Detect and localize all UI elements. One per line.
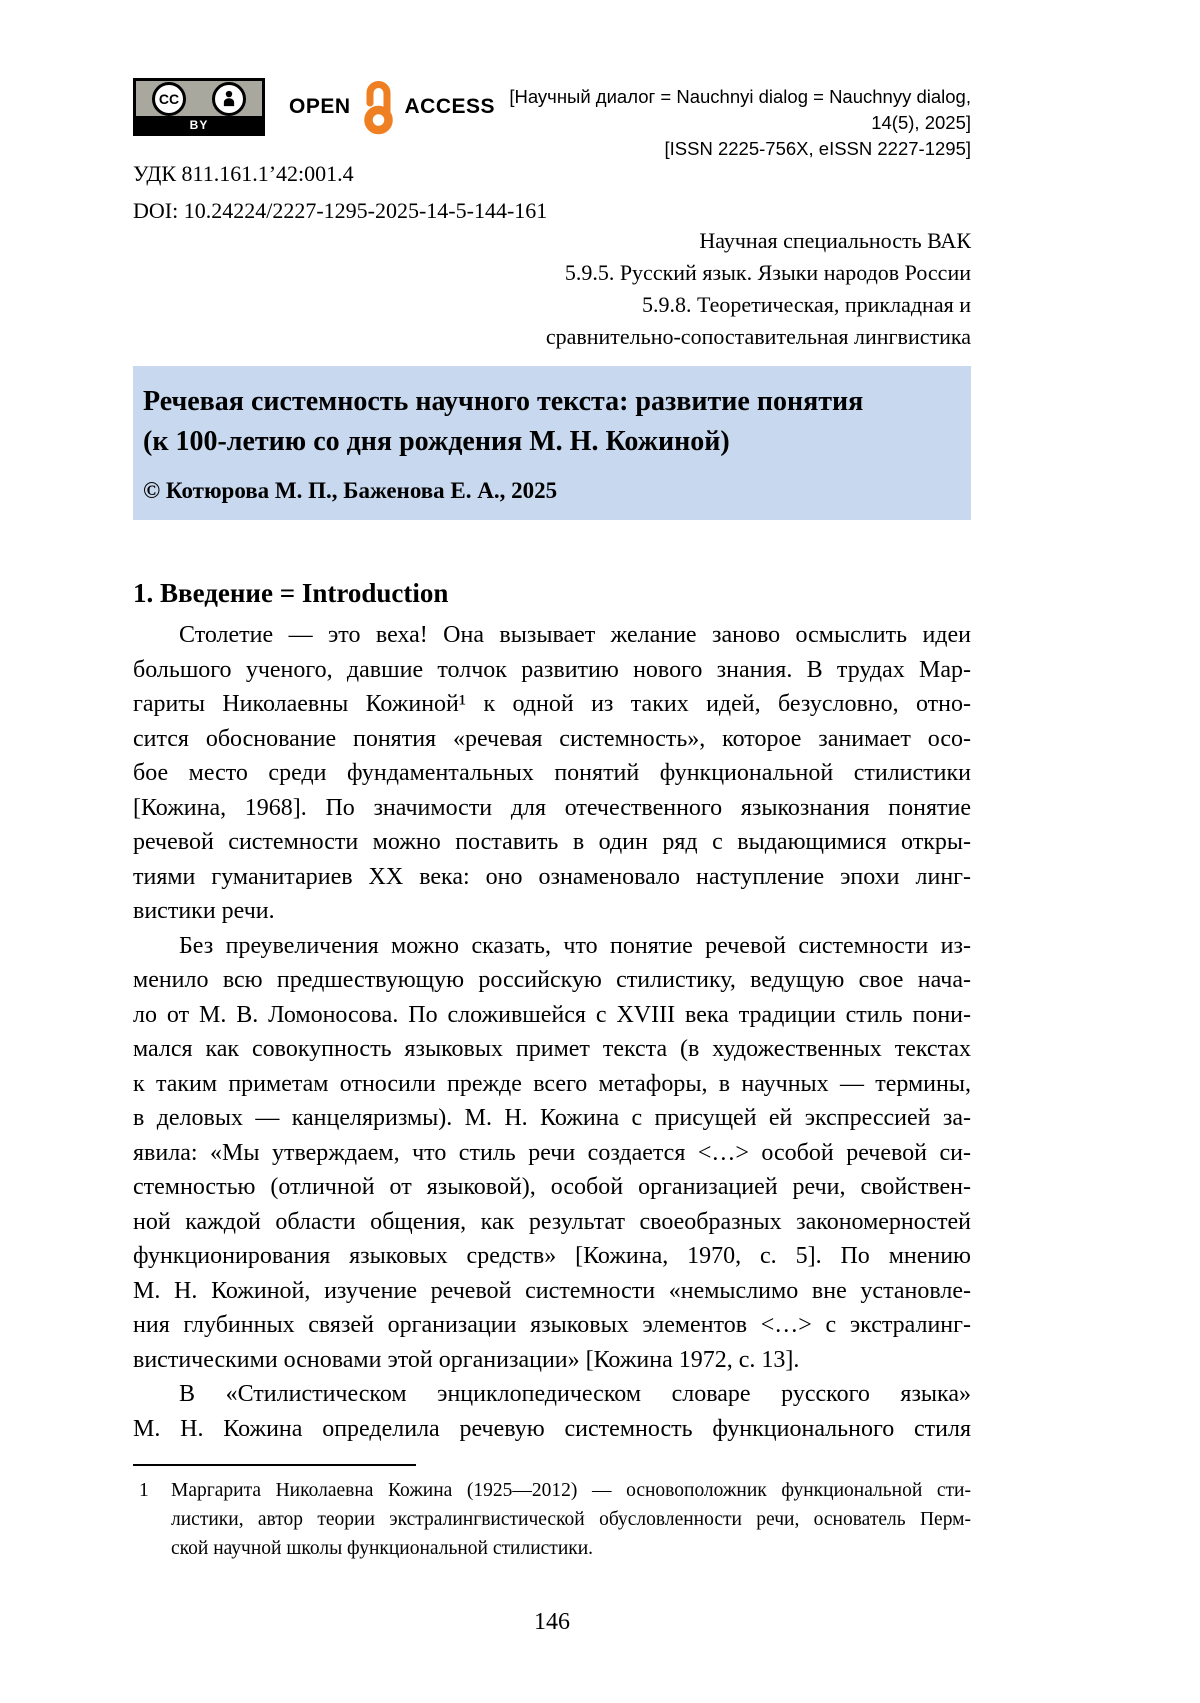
doi-code: DOI: 10.24224/2227-1295-2025-14-5-144-161 [133,198,548,223]
person-icon [212,82,246,116]
page-header [133,78,971,159]
footnote-divider [133,1464,416,1466]
open-access-access-label: ACCESS [404,95,496,118]
paragraph-1: Столетие — это веха! Она вызывает желание заново осмыслить идеи большого ученого, давшие толчок развитию нового знания. В трудах Мар- гариты Николаевны Кожиной¹ к одной из таких идей, безусловно, отно- сится обоснование понятия «речевая системность», которое занимает осо- бое место среди фундаментальных понятий функциональной стилистики [Кожина, 1968]. По значимости для отечественного языкознания понятие речевой системности можно поставить в один ряд с выдающимися откры- тиями гуманитариев XX века: оно ознаменовало наступление эпохи линг- вистики речи. [133,622,971,924]
paragraph-3: В «Стилистическом энциклопедическом словаре русского языка» М. Н. Кожина определила речевую системность функционального стиля [133,1381,971,1442]
vak-specialties: Научная специальность ВАК 5.9.5. Русский язык. Языки народов России 5.9.8. Теоретическая, прикладная и сравнительно-сопоставительная лингвистика [545,228,971,349]
udk-code: УДК 811.161.1’42:001.4 [133,161,354,186]
person-icon-glyph [218,88,240,110]
article-title: Речевая системность научного текста: развитие понятия (к 100-летию со дня рождения М. Н. Кожиной) [143,386,864,457]
journal-title-line: [Научный диалог = Nauchnyi dialog = Nauchnyy dialog, 14(5), 2025] [509,86,971,133]
open-access-open-label: OPEN [289,95,351,118]
open-lock-icon [357,79,399,135]
cc-by-label: BY [136,116,262,133]
paragraph-2: Без преувеличения можно сказать, что понятие речевой системности из- менило всю предшествующую российскую стилистику, ведущую свое нача- ло от М. В. Ломоносова. По сложившейся с XVIII века традиции стиль пони- мался как совокупность языковых примет текста (в художественных текстах к таким приметам относили прежде всего метафоры, в научных — термины, в деловых — канцеляризмы). М. Н. Кожина с присущей ей экспрессией за- явила: «Мы утверждаем, что стиль речи создается <…> особой речевой си- стемностью (отличной от языковой), особой организацией речи, свойствен- ной каждой области общения, как результат своеобразных закономерностей функционирования языковых средств» [Кожина, 1970, с. 5]. По мнению М. Н. Кожиной, изучение речевой системности «немыслимо вне установле- ния глубинных связей организации языковых элементов <…> с экстралинг- вистическими основами этой организации» [Кожина 1972, с. 13]. [133,932,971,1373]
cc-badge-body [136,81,262,116]
page-number: 146 [534,1609,570,1635]
journal-info [495,84,971,162]
footnote-marker: 1 [139,1480,149,1501]
journal-issn-line: [ISSN 2225-756X, eISSN 2227-1295] [664,138,971,159]
footnote-block [133,1464,971,1563]
footnote-1 [133,1476,971,1563]
title-block [133,366,971,520]
license-badges [133,78,495,136]
open-access-logo [289,79,495,135]
footnote-text: Маргарита Николаевна Кожина (1925—2012) — основоположник функциональной сти- листики, автор теории экстралингвистической обусловленности речи, основатель Перм- ской научной школы функциональной стилистики. [171,1480,971,1559]
cc-by-badge [133,78,265,136]
copyright-line: © Котюрова М. П., Баженова Е. А., 2025 [143,478,558,503]
cc-icon [152,82,186,116]
cc-icon-label: CC [158,90,180,107]
section-heading-introduction: 1. Введение = Introduction [133,578,449,608]
